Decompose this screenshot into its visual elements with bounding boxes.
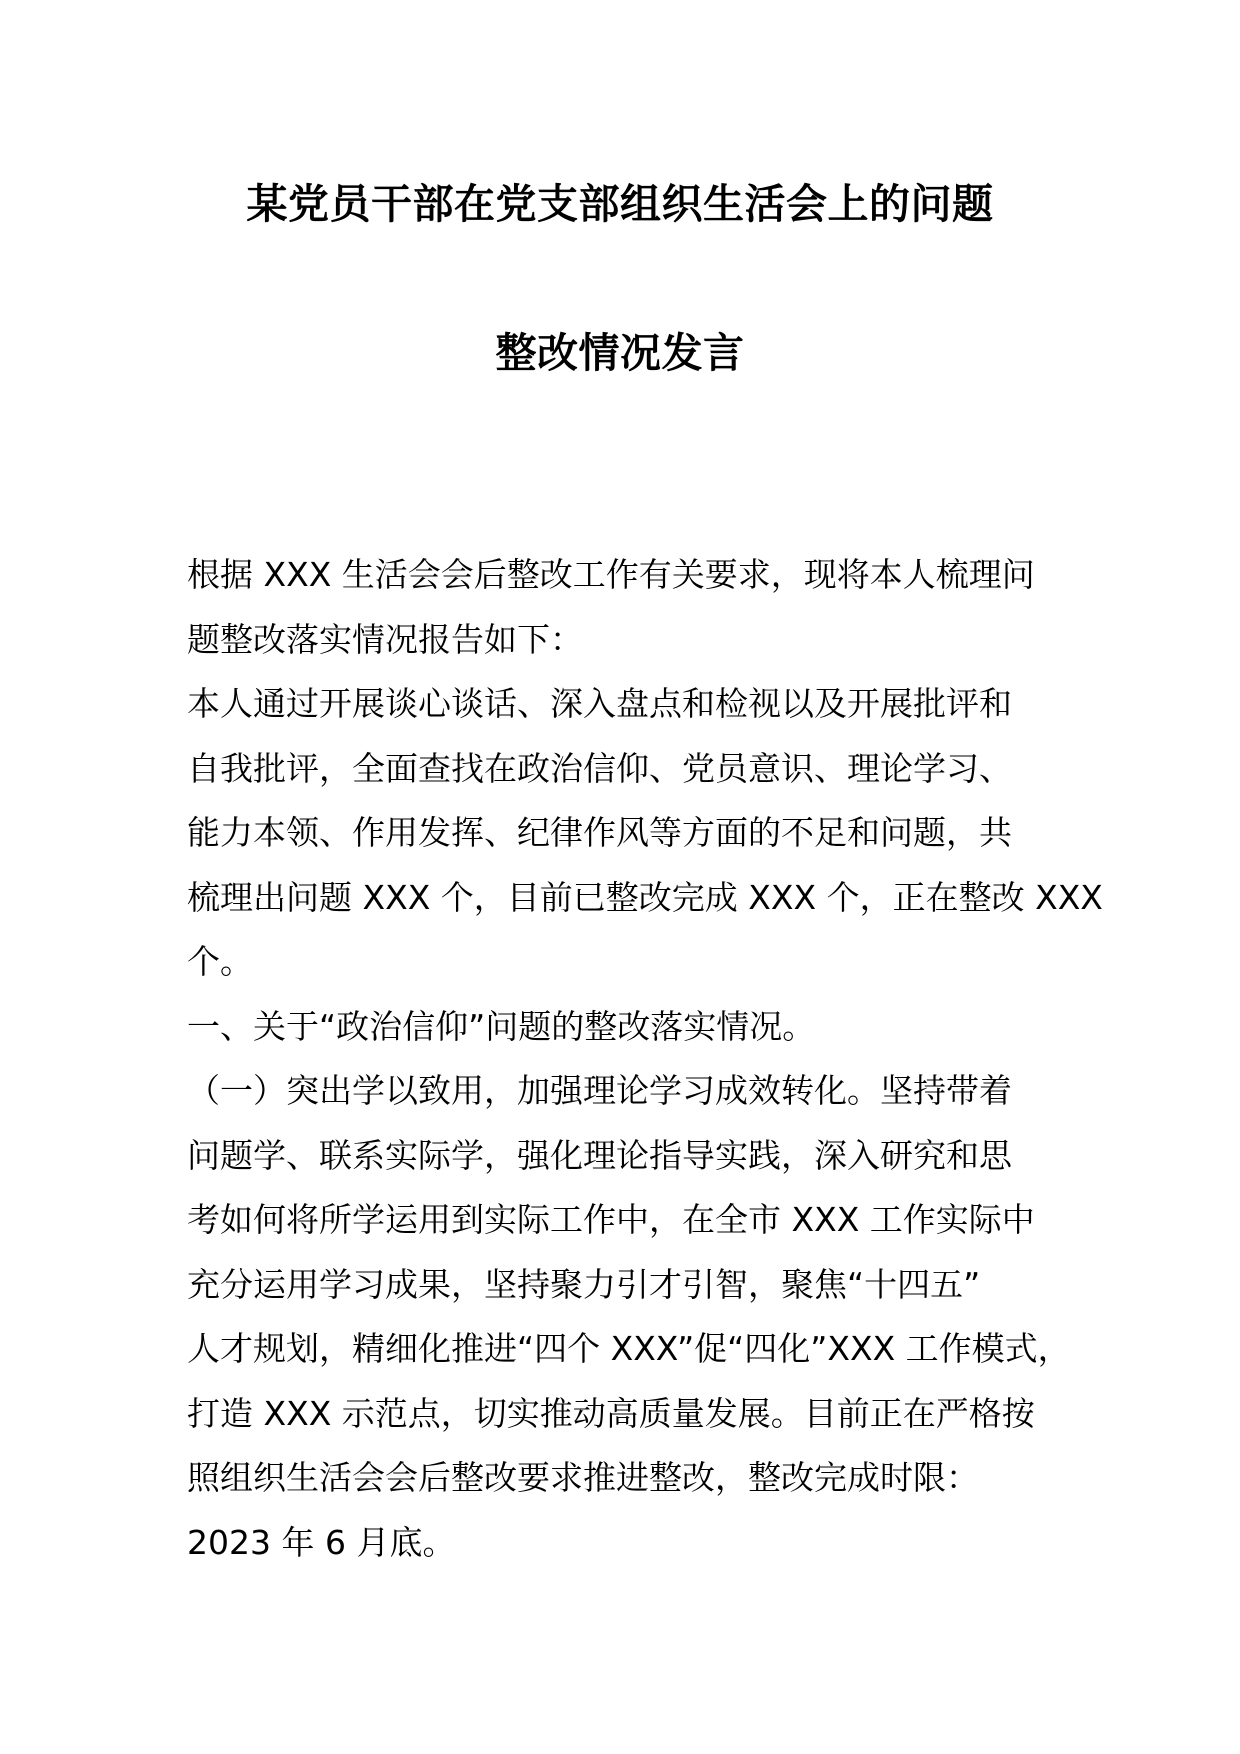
body-line: 本人通过开展谈心谈话、深入盘点和检视以及开展批评和 [187,684,1012,723]
body-line: 根据 XXX 生活会会后整改工作有关要求，现将本人梳理问 [187,555,1035,594]
body-line: 2023 年 6 月底。 [187,1522,456,1562]
section-heading: 一、关于“政治信仰”问题的整改落实情况。 [187,1006,816,1046]
body-line: 个。 [187,942,253,981]
title-line-2: 整改情况发言 [495,329,745,377]
body-line: 考如何将所学运用到实际工作中，在全市 XXX 工作实际中 [187,1200,1035,1239]
body-line: 能力本领、作用发挥、纪律作风等方面的不足和问题，共 [187,813,1012,852]
body-line: 人才规划，精细化推进“四个 XXX”促“四化”XXX 工作模式， [187,1329,1071,1368]
body-line: 自我批评，全面查找在政治信仰、党员意识、理论学习、 [187,748,1012,788]
document-title [0,176,1240,381]
body-line: 梳理出问题 XXX 个，目前已整改完成 XXX 个，正在整改 XXX [187,877,1103,917]
document-body [187,543,1103,1575]
body-line: （一）突出学以致用，加强理论学习成效转化。坚持带着 [187,1071,1012,1110]
body-line: 充分运用学习成果，坚持聚力引才引智，聚焦“十四五” [187,1264,981,1304]
body-line: 打造 XXX 示范点，切实推动高质量发展。目前正在严格按 [187,1393,1035,1433]
title-line-1: 某党员干部在党支部组织生活会上的问题 [246,180,994,228]
body-line: 问题学、联系实际学，强化理论指导实践，深入研究和思 [187,1135,1012,1175]
body-line: 题整改落实情况报告如下： [187,619,583,659]
body-line: 照组织生活会会后整改要求推进整改，整改完成时限： [187,1458,979,1497]
